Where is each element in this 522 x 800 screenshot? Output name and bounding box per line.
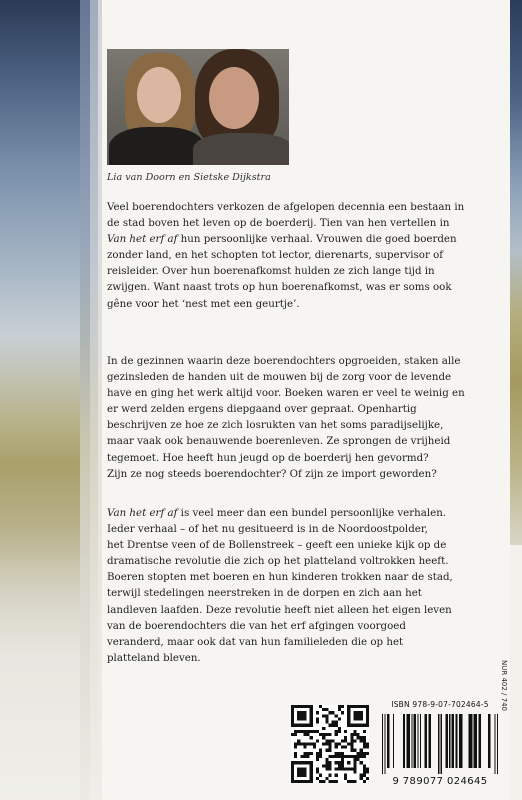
qr-module bbox=[335, 746, 338, 749]
isbn-barcode bbox=[378, 700, 502, 792]
qr-module bbox=[300, 755, 303, 758]
qr-module bbox=[332, 780, 335, 783]
text-run: er werd zelden ergens diepgaand over gepraat. Openhartig bbox=[107, 403, 417, 416]
qr-module bbox=[325, 721, 328, 724]
qr-module bbox=[316, 730, 319, 733]
qr-module bbox=[360, 761, 363, 764]
qr-module bbox=[353, 733, 356, 736]
qr-module bbox=[363, 764, 366, 767]
qr-module bbox=[344, 730, 347, 733]
qr-module bbox=[350, 746, 353, 749]
text-run: de stad boven het leven op de boerderij. Tien van hen vertellen in bbox=[107, 217, 450, 230]
barcode-bar bbox=[497, 714, 498, 774]
qr-module bbox=[338, 761, 341, 764]
text-line bbox=[107, 385, 507, 401]
qr-module bbox=[360, 752, 363, 755]
text-line bbox=[107, 585, 507, 601]
author-photo-figure bbox=[109, 127, 205, 165]
qr-module bbox=[303, 742, 306, 745]
qr-module bbox=[353, 771, 356, 774]
qr-module bbox=[344, 736, 347, 739]
qr-module bbox=[316, 721, 319, 724]
qr-module bbox=[338, 752, 341, 755]
qr-module bbox=[316, 711, 319, 714]
qr-module bbox=[328, 711, 331, 714]
qr-module bbox=[363, 742, 366, 745]
qr-module bbox=[300, 742, 303, 745]
barcode-bar bbox=[403, 714, 405, 768]
qr-module bbox=[307, 730, 310, 733]
qr-module bbox=[350, 780, 353, 783]
qr-module bbox=[363, 752, 366, 755]
text-run: veranderd, maar ook dat van hun familieleden die op het bbox=[107, 635, 404, 648]
qr-module bbox=[310, 730, 313, 733]
qr-module bbox=[366, 767, 369, 770]
text-line bbox=[107, 433, 507, 449]
qr-module bbox=[328, 764, 331, 767]
qr-module bbox=[325, 758, 328, 761]
barcode-bar bbox=[449, 714, 450, 768]
qr-module bbox=[294, 730, 297, 733]
qr-module bbox=[303, 752, 306, 755]
qr-module bbox=[338, 708, 341, 711]
text-run: Ieder verhaal – of het nu gesitueerd is in de Noordoostpolder, bbox=[107, 523, 428, 536]
book-title-italic: Van het erf af bbox=[107, 233, 178, 246]
landscape-strip-right bbox=[510, 0, 522, 545]
text-line bbox=[107, 263, 507, 279]
qr-module bbox=[353, 749, 356, 752]
qr-module bbox=[366, 746, 369, 749]
qr-module bbox=[319, 752, 322, 755]
qr-module bbox=[291, 733, 294, 736]
qr-module bbox=[294, 746, 297, 749]
text-run: zwijgen. Want naast trots op hun boerenafkomst, was er soms ook bbox=[107, 281, 452, 294]
qr-module bbox=[310, 742, 313, 745]
qr-module bbox=[297, 730, 300, 733]
qr-module bbox=[325, 767, 328, 770]
barcode-bar bbox=[384, 714, 385, 774]
qr-module bbox=[366, 752, 369, 755]
barcode-bar bbox=[382, 714, 383, 774]
qr-module bbox=[319, 733, 322, 736]
qr-module bbox=[325, 764, 328, 767]
qr-module bbox=[294, 733, 297, 736]
landscape-strip-left bbox=[0, 0, 80, 800]
author-photo bbox=[107, 49, 289, 165]
qr-module bbox=[328, 724, 331, 727]
qr-module bbox=[350, 749, 353, 752]
author-photo-face bbox=[209, 67, 259, 129]
qr-module bbox=[328, 761, 331, 764]
text-line bbox=[107, 650, 507, 666]
nur-code: NUR 402 / 740 bbox=[500, 660, 508, 711]
text-line bbox=[107, 353, 507, 369]
qr-module bbox=[363, 730, 366, 733]
qr-module bbox=[357, 755, 360, 758]
text-line bbox=[107, 618, 507, 634]
qr-module bbox=[319, 780, 322, 783]
qr-module bbox=[325, 742, 328, 745]
qr-module bbox=[350, 739, 353, 742]
text-run: maar vaak ook benauwende boerenleven. Ze sprongen de vrijheid bbox=[107, 435, 451, 448]
qr-module bbox=[347, 780, 350, 783]
qr-module bbox=[294, 742, 297, 745]
qr-module bbox=[357, 758, 360, 761]
qr-module bbox=[341, 711, 344, 714]
text-line bbox=[107, 401, 507, 417]
qr-module bbox=[332, 721, 335, 724]
text-line bbox=[107, 466, 507, 482]
qr-module bbox=[297, 711, 306, 720]
text-line bbox=[107, 279, 507, 295]
barcode-bar bbox=[417, 714, 418, 768]
barcode-bar bbox=[455, 714, 457, 768]
qr-module bbox=[335, 780, 338, 783]
barcode-bar bbox=[420, 714, 421, 768]
qr-module bbox=[332, 711, 335, 714]
isbn-label: ISBN 978-9-07-702464-5 bbox=[391, 700, 489, 709]
qr-module bbox=[328, 774, 331, 777]
text-run: gezinsleden de handen uit de mouwen bij de zorg voor de levende bbox=[107, 371, 452, 384]
qr-module bbox=[363, 780, 366, 783]
qr-module bbox=[347, 761, 350, 764]
qr-module bbox=[303, 730, 306, 733]
qr-module bbox=[363, 739, 366, 742]
text-run: beschrijven ze hoe ze zich losrukten van het soms paradijselijke, bbox=[107, 419, 444, 432]
qr-module bbox=[335, 755, 338, 758]
qr-module bbox=[350, 742, 353, 745]
qr-module bbox=[360, 755, 363, 758]
barcode-bar bbox=[428, 714, 430, 768]
barcode-bar bbox=[425, 714, 427, 768]
qr-module bbox=[335, 761, 338, 764]
qr-module bbox=[316, 752, 319, 755]
qr-module bbox=[316, 755, 319, 758]
qr-module bbox=[341, 739, 344, 742]
text-line bbox=[107, 369, 507, 385]
qr-module bbox=[360, 736, 363, 739]
qr-module bbox=[366, 742, 369, 745]
qr-module bbox=[335, 767, 338, 770]
text-line bbox=[107, 231, 507, 247]
qr-module bbox=[328, 749, 331, 752]
text-line bbox=[107, 417, 507, 433]
text-line bbox=[107, 505, 507, 521]
qr-module bbox=[325, 761, 328, 764]
qr-module bbox=[307, 742, 310, 745]
qr-module bbox=[316, 777, 319, 780]
qr-module bbox=[322, 742, 325, 745]
qr-module bbox=[360, 777, 363, 780]
qr-module bbox=[357, 733, 360, 736]
qr-module bbox=[360, 739, 363, 742]
barcode-bar bbox=[406, 714, 410, 768]
qr-module bbox=[313, 746, 316, 749]
text-line bbox=[107, 521, 507, 537]
text-run: platteland bleven. bbox=[107, 651, 201, 664]
qr-module bbox=[322, 764, 325, 767]
barcode-bar bbox=[414, 714, 416, 768]
qr-module bbox=[322, 714, 325, 717]
text-run: Veel boerendochters verkozen de afgelopen decennia een bestaan in bbox=[107, 201, 465, 213]
text-line bbox=[107, 199, 507, 215]
book-title-italic: Van het erf af bbox=[107, 507, 178, 519]
qr-module bbox=[297, 739, 300, 742]
qr-module bbox=[310, 752, 313, 755]
text-run: In de gezinnen waarin deze boerendochters opgroeiden, staken alle bbox=[107, 355, 461, 367]
qr-module bbox=[353, 711, 362, 720]
qr-module bbox=[316, 771, 319, 774]
text-line bbox=[107, 247, 507, 263]
text-run: van de boerendochters die van het erf afgingen voorgoed bbox=[107, 619, 406, 632]
barcode-bar bbox=[459, 714, 463, 768]
qr-module bbox=[335, 742, 338, 745]
author-photo-face bbox=[137, 67, 181, 123]
qr-module bbox=[335, 721, 338, 724]
qr-module bbox=[353, 739, 356, 742]
qr-module bbox=[319, 774, 322, 777]
qr-module bbox=[328, 755, 331, 758]
qr-module bbox=[325, 714, 328, 717]
qr-module bbox=[328, 742, 331, 745]
qr-module bbox=[316, 739, 319, 742]
barcode-bar bbox=[387, 714, 389, 768]
qr-module bbox=[322, 780, 325, 783]
text-run: landleven laafden. Deze revolutie heeft niet alleen het eigen leven bbox=[107, 603, 452, 616]
text-run: tegemoet. Hoe heeft hun jeugd op de boerderij hen gevormd? bbox=[107, 451, 429, 464]
qr-module bbox=[316, 717, 319, 720]
qr-module bbox=[303, 733, 306, 736]
qr-module bbox=[303, 755, 306, 758]
qr-module bbox=[297, 767, 306, 776]
qr-module bbox=[344, 746, 347, 749]
qr-module bbox=[338, 727, 341, 730]
qr-module bbox=[322, 733, 325, 736]
qr-module bbox=[363, 767, 366, 770]
blurb-paragraph-3 bbox=[107, 505, 507, 666]
qr-module bbox=[328, 733, 331, 736]
qr-module bbox=[322, 708, 325, 711]
text-run: terwijl stedelingen neerstreken in de dorpen en zich aan het bbox=[107, 587, 422, 600]
barcode-bar bbox=[441, 714, 442, 774]
qr-module bbox=[350, 733, 353, 736]
qr-module bbox=[319, 749, 322, 752]
qr-module bbox=[353, 730, 356, 733]
text-line bbox=[107, 634, 507, 650]
qr-module bbox=[338, 730, 341, 733]
qr-code bbox=[291, 705, 369, 783]
text-run: Boeren stopten met boeren en hun kinderen trokken naar de stad, bbox=[107, 571, 453, 584]
barcode-bar bbox=[438, 714, 439, 774]
qr-module bbox=[341, 705, 344, 708]
qr-module bbox=[325, 733, 328, 736]
qr-module bbox=[363, 774, 366, 777]
qr-module bbox=[325, 739, 328, 742]
qr-module bbox=[332, 739, 335, 742]
qr-module bbox=[335, 733, 338, 736]
qr-module bbox=[335, 752, 338, 755]
qr-module bbox=[335, 724, 338, 727]
qr-module bbox=[307, 752, 310, 755]
qr-module bbox=[294, 755, 297, 758]
qr-module bbox=[313, 742, 316, 745]
text-line bbox=[107, 537, 507, 553]
author-photo-figure bbox=[193, 133, 289, 165]
qr-module bbox=[310, 736, 313, 739]
qr-module bbox=[338, 717, 341, 720]
qr-module bbox=[338, 755, 341, 758]
qr-module bbox=[332, 755, 335, 758]
qr-module bbox=[366, 771, 369, 774]
qr-module bbox=[325, 749, 328, 752]
text-run: have en ging het werk altijd voor. Boeken waren er veel te weinig en bbox=[107, 387, 465, 400]
text-run: reisleider. Over hun boerenafkomst hulden ze zich lange tijd in bbox=[107, 265, 435, 278]
landscape-stripe bbox=[80, 0, 90, 800]
text-line bbox=[107, 602, 507, 618]
text-run: het Drentse veen of de Bollenstreek – geeft een unieke kijk op de bbox=[107, 539, 447, 552]
text-line bbox=[107, 553, 507, 569]
qr-module bbox=[344, 777, 347, 780]
qr-module bbox=[300, 730, 303, 733]
qr-module bbox=[303, 746, 306, 749]
qr-module bbox=[328, 746, 331, 749]
qr-module bbox=[325, 717, 328, 720]
barcode-number: 9 789077 024645 bbox=[392, 776, 488, 787]
qr-module bbox=[363, 771, 366, 774]
qr-module bbox=[307, 733, 310, 736]
qr-module bbox=[341, 746, 344, 749]
qr-module bbox=[363, 755, 366, 758]
text-line bbox=[107, 450, 507, 466]
qr-module bbox=[366, 777, 369, 780]
qr-module bbox=[322, 736, 325, 739]
barcode-bar bbox=[478, 714, 480, 768]
qr-module bbox=[344, 739, 347, 742]
qr-module bbox=[297, 742, 300, 745]
qr-module bbox=[360, 749, 363, 752]
qr-module bbox=[338, 764, 341, 767]
barcode-bars bbox=[382, 714, 498, 774]
barcode-bar bbox=[488, 714, 490, 768]
qr-module bbox=[316, 767, 319, 770]
barcode-bar bbox=[393, 714, 394, 768]
qr-module bbox=[328, 767, 331, 770]
text-run: Zijn ze nog steeds boerendochter? Of zijn ze import geworden? bbox=[107, 467, 437, 480]
qr-module bbox=[335, 730, 338, 733]
qr-module bbox=[335, 774, 338, 777]
qr-module bbox=[325, 777, 328, 780]
text-run: is veel meer dan een bundel persoonlijke verhalen. bbox=[177, 507, 447, 519]
qr-module bbox=[341, 752, 344, 755]
barcode-bar bbox=[469, 714, 473, 768]
qr-module bbox=[316, 758, 319, 761]
barcode-bar bbox=[445, 714, 447, 768]
qr-module bbox=[338, 767, 341, 770]
text-line bbox=[107, 296, 507, 312]
qr-module bbox=[332, 724, 335, 727]
qr-module bbox=[313, 730, 316, 733]
blurb-paragraph-1 bbox=[107, 199, 507, 312]
qr-module bbox=[335, 714, 338, 717]
qr-module bbox=[328, 780, 331, 783]
qr-module bbox=[357, 736, 360, 739]
qr-module bbox=[319, 705, 322, 708]
qr-module bbox=[347, 742, 350, 745]
qr-module bbox=[363, 736, 366, 739]
blurb-paragraph-2 bbox=[107, 353, 507, 482]
qr-module bbox=[325, 708, 328, 711]
qr-module bbox=[344, 774, 347, 777]
qr-module bbox=[353, 780, 356, 783]
qr-module bbox=[357, 752, 360, 755]
qr-module bbox=[338, 705, 341, 708]
barcode-bar bbox=[452, 714, 454, 768]
barcode-bar bbox=[474, 714, 478, 768]
text-run: dramatische revolutie die zich op het platteland voltrokken heeft. bbox=[107, 555, 449, 568]
landscape-stripe bbox=[90, 0, 98, 800]
text-line bbox=[107, 215, 507, 231]
qr-module bbox=[307, 755, 310, 758]
qr-module bbox=[338, 742, 341, 745]
qr-module bbox=[360, 774, 363, 777]
qr-module bbox=[319, 755, 322, 758]
text-line bbox=[107, 569, 507, 585]
text-run: zonder land, en het schopten tot lector, dierenarts, supervisor of bbox=[107, 249, 444, 262]
qr-module bbox=[350, 736, 353, 739]
qr-module bbox=[363, 746, 366, 749]
photo-caption: Lia van Doorn en Sietske Dijkstra bbox=[107, 172, 271, 183]
text-run: hun persoonlijke verhaal. Vrouwen die goed boerden bbox=[177, 233, 457, 246]
qr-module bbox=[294, 752, 297, 755]
text-run: gêne voor het ‘nest met een geurtje’. bbox=[107, 297, 300, 310]
qr-module bbox=[328, 739, 331, 742]
qr-module bbox=[322, 727, 325, 730]
barcode-bar bbox=[494, 714, 495, 774]
barcode-bar bbox=[411, 714, 412, 768]
